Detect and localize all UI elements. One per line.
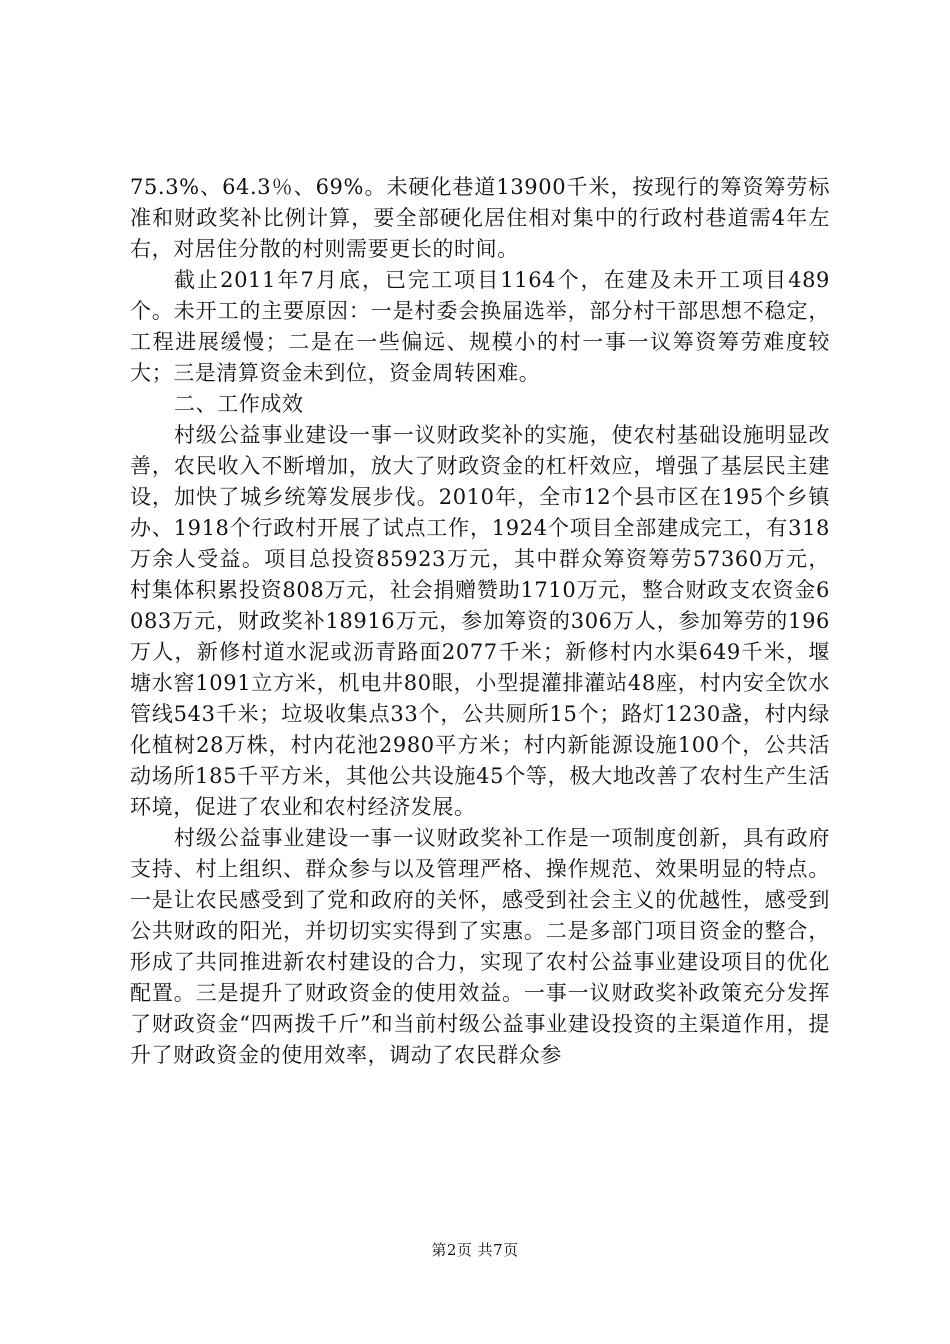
page-footer: 第2页 共7页 <box>431 1241 519 1259</box>
paragraph-results: 村级公益事业建设一事一议财政奖补的实施，使农村基础设施明显改善，农民收入不断增加，放大了财政资金的杠杆效应，增强了基层民主建设，加快了城乡统筹发展步伐。2010年，全市12个县市区在195个乡镇办、1918个行政村开展了试点工作，1924个项目全部建成完工，有318万余人受益。项目总投资85923万元，其中群众筹资筹劳57360万元，村集体积累投资808万元，社会捐赠赞助1710万元，整合财政支农资金6083万元，财政奖补18916万元，参加筹资的306万人，参加筹劳的196万人，新修村道水泥或沥青路面2077千米；新修村内水渠649千米，堰塘水窖1091立方米，机电井80眼，小型提灌排灌站48座，村内安全饮水管线543千米；垃圾收集点33个，公共厕所15个；路灯1230盏，村内绿化植树28万株，村内花池2980平方米；村内新能源设施100个，公共活动场所185千平方米，其他公共设施45个等，极大地改善了农村生产生活环境，促进了农业和农村经济发展。 <box>130 423 830 819</box>
document-body <box>130 172 830 1071</box>
section-heading: 二、工作成效 <box>174 392 304 416</box>
paragraph-progress: 截止2011年7月底，已完工项目1164个，在建及未开工项目489个。未开工的主要原因：一是村委会换届选举，部分村干部思想不稳定，工程进展缓慢；二是在一些偏远、规模小的村一事一议筹资筹劳难度较大；三是清算资金未到位，资金周转困难。 <box>130 268 830 385</box>
paragraph-innovation: 村级公益事业建设一事一议财政奖补工作是一项制度创新，具有政府支持、村上组织、群众参与以及管理严格、操作规范、效果明显的特点。一是让农民感受到了党和政府的关怀，感受到社会主义的优越性，感受到公共财政的阳光，并切切实实得到了实惠。二是多部门项目资金的整合，形成了共同推进新农村建设的合力，实现了农村公益事业建设项目的优化配置。三是提升了财政资金的使用效益。一事一议财政奖补政策充分发挥了财政资金“四两拨千斤”和当前村级公益事业建设投资的主渠道作用，提升了财政资金的使用效率，调动了农民群众参 <box>130 826 830 1067</box>
paragraph-continuation: 75.3%、64.3％、69%。未硬化巷道13900千米，按现行的筹资筹劳标准和财政奖补比例计算，要全部硬化居住相对集中的行政村巷道需4年左右，对居住分散的村则需要更长的时间。 <box>130 175 830 261</box>
